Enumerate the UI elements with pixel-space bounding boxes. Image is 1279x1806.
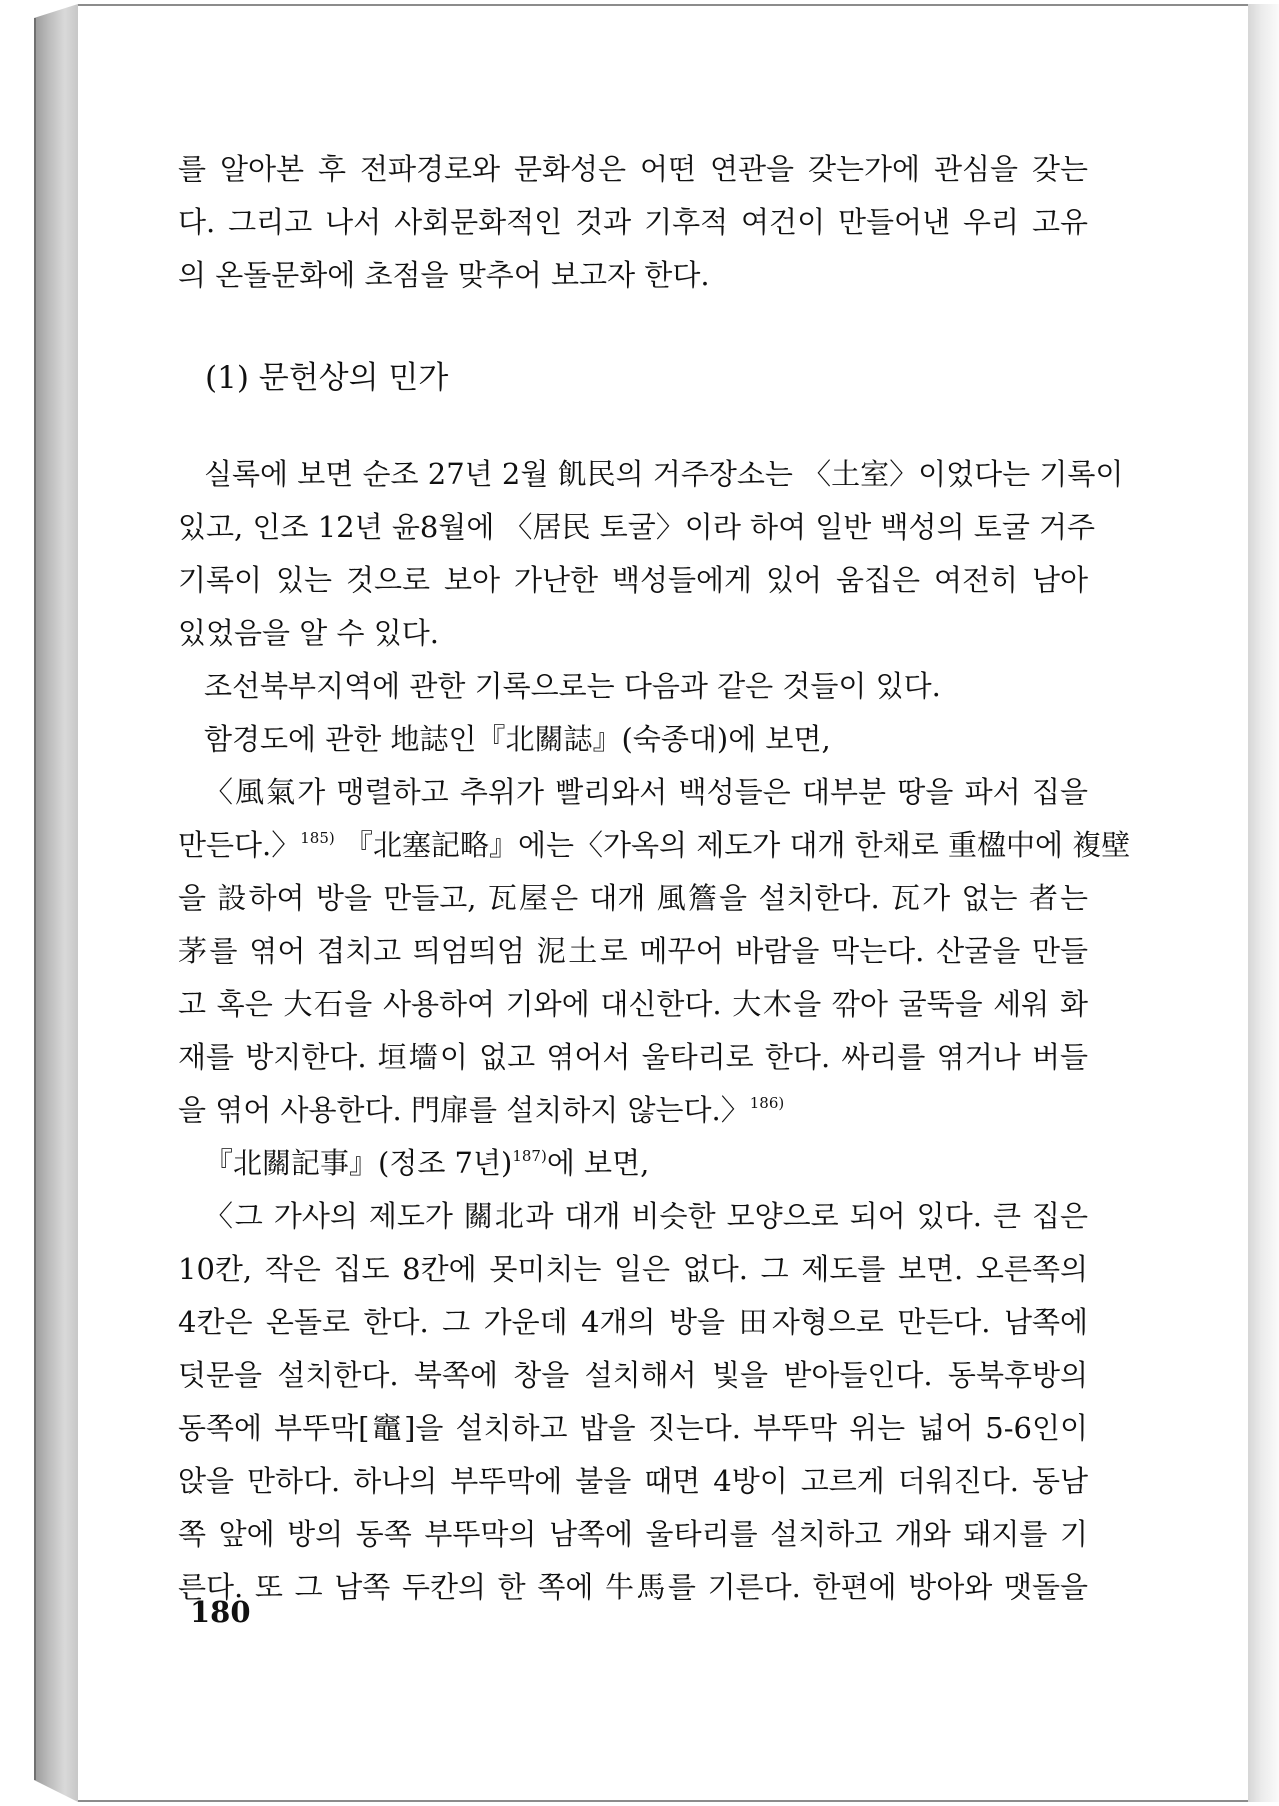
p1-line-3: 기록이 있는 것으로 보아 가난한 백성들에게 있어 움집은 여전히 남아 [178, 563, 1088, 597]
intro-line-1: 를 알아본 후 전파경로와 문화성은 어떤 연관을 갖는가에 관심을 갖는 [178, 152, 1088, 186]
page-edge-shadow [1248, 4, 1279, 1802]
quote1-line-5: 고 혹은 大石을 사용하여 기와에 대신한다. 大木을 깎아 굴뚝을 세워 화 [178, 987, 1088, 1021]
quote2-line-4: 덧문을 설치한다. 북쪽에 창을 설치해서 빛을 받아들인다. 동북후방의 [178, 1358, 1088, 1392]
section-heading: (1) 문헌상의 민가 [205, 360, 449, 396]
spine-edge-line [34, 18, 36, 1780]
intro-line-2: 다. 그리고 나서 사회문화적인 것과 기후적 여건이 만들어낸 우리 고유 [178, 205, 1088, 239]
quote1-line-3: 을 設하여 방을 만들고, 瓦屋은 대개 風簷을 설치한다. 瓦가 없는 者는 [178, 881, 1088, 915]
p4-line [178, 1137, 1088, 1190]
quote2-line-1: 〈그 가사의 제도가 關北과 대개 비슷한 모양으로 되어 있다. 큰 집은 [204, 1199, 1088, 1233]
p1-line-2: 있고, 인조 12년 윤8월에 〈居民 토굴〉이라 하여 일반 백성의 토굴 거주 [178, 510, 1096, 544]
quote1-line-2-end: 『北塞記略』에는〈가옥의 제도가 대개 한채로 重楹中에 複壁 [334, 828, 1131, 862]
p4-source: 『北關記事』(정조 7년) [204, 1146, 513, 1180]
page-number: 180 [190, 1595, 251, 1629]
intro-line-3: 의 온돌문화에 초점을 맞추어 보고자 한다. [178, 258, 710, 292]
quote1-line-6: 재를 방지한다. 垣墻이 없고 엮어서 울타리로 한다. 싸리를 엮거나 버들 [178, 1040, 1088, 1074]
footnote-ref-185: 185) [300, 829, 335, 847]
footnote-ref-187: 187) [512, 1147, 547, 1165]
quote2-line-2: 10칸, 작은 집도 8칸에 못미치는 일은 없다. 그 제도를 보면. 오른쪽의 [178, 1252, 1088, 1286]
quote1-line-4: 茅를 엮어 겹치고 띄엄띄엄 泥土로 메꾸어 바람을 막는다. 산굴을 만들 [178, 934, 1088, 968]
quote2-line-5: 동쪽에 부뚜막[竈]을 설치하고 밥을 짓는다. 부뚜막 위는 넓어 5-6인이 [178, 1411, 1088, 1445]
p2-line: 조선북부지역에 관한 기록으로는 다음과 같은 것들이 있다. [204, 669, 941, 703]
quote2-line-3: 4칸은 온돌로 한다. 그 가운데 4개의 방을 田자형으로 만든다. 남쪽에 [178, 1305, 1088, 1339]
p3-line: 함경도에 관한 地誌인『北關誌』(숙종대)에 보면, [204, 722, 831, 756]
quote1-line-7 [178, 1084, 1088, 1137]
quote2-line-8: 른다. 또 그 남쪽 두칸의 한 쪽에 牛馬를 기른다. 한편에 방아와 맷돌을 [178, 1570, 1088, 1604]
quote2-line-6: 앉을 만하다. 하나의 부뚜막에 불을 때면 4방이 고르게 더워진다. 동남 [178, 1464, 1088, 1498]
p1-line-1: 실록에 보면 순조 27년 2월 飢民의 거주장소는 〈土室〉이었다는 기록이 [204, 457, 1124, 491]
quote2-line-7: 쪽 앞에 방의 동쪽 부뚜막의 남쪽에 울타리를 설치하고 개와 돼지를 기 [178, 1517, 1088, 1551]
body-text [178, 448, 1131, 1614]
quote1-line-7-text: 을 엮어 사용한다. 門扉를 설치하지 않는다.〉 [178, 1093, 750, 1127]
quote1-line-2 [178, 819, 1131, 872]
footnote-ref-186: 186) [749, 1094, 785, 1112]
quote1-line-2-start: 만든다.〉 [178, 828, 301, 862]
p4-end: 에 보면, [546, 1146, 650, 1180]
p1-line-4: 있었음을 알 수 있다. [178, 616, 439, 650]
intro-paragraph [178, 143, 1088, 302]
book-spine [34, 4, 78, 1802]
quote1-line-1: 〈風氣가 맹렬하고 추위가 빨리와서 백성들은 대부분 땅을 파서 집을 [204, 775, 1088, 809]
